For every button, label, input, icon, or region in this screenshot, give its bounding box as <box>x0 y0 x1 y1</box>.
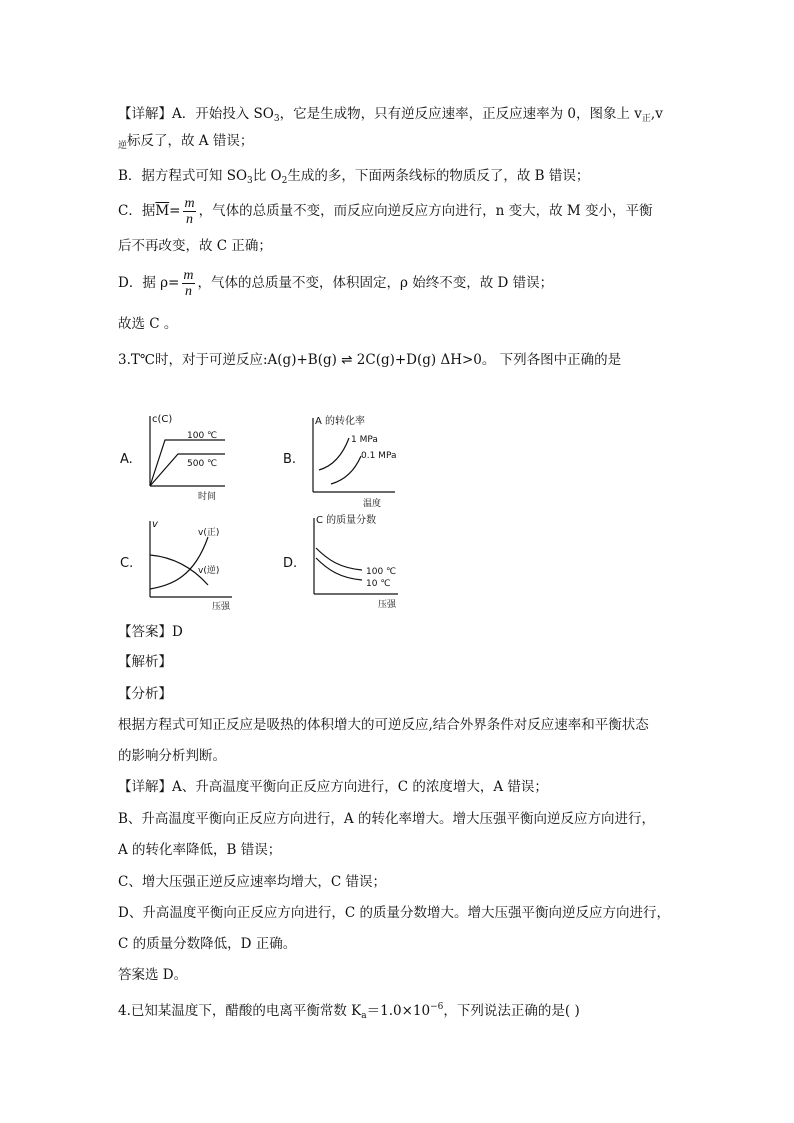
detail-line-c-cont: 后不再改变，故 C 正确； <box>118 238 272 254</box>
option-c-label: C. <box>120 556 134 571</box>
graph-b <box>305 412 405 510</box>
question-3-stem: 3.T℃时，对于可逆反应:A(g)+B(g) ⇌ 2C(g)+D(g) ΔH>0。 下列各图中正确的是 <box>118 352 622 368</box>
detail-line-b: B．据方程式可知 $SO_3$比 $O_2$生成的多，下面两条线标的物质反了，故 B 错误； <box>118 168 590 186</box>
option-a-label: A. <box>120 452 133 467</box>
conclusion-2: 答案选 D。 <box>118 967 188 983</box>
graph-a <box>140 410 230 502</box>
question-4-stem: 4.已知某温度下，醋酸的电离平衡常数 $K_a=1.0\times 10^{-6}$，下列说法正确的是( ) <box>118 1002 580 1021</box>
graph-b-curve1-label: 1 MPa <box>351 435 378 445</box>
detail-3-b-1: B、升高温度平衡向正反应方向进行，A 的转化率增大。增大压强平衡向逆反应方向进行， <box>118 811 655 827</box>
analysis-line-1: 根据方程式可知正反应是吸热的体积增大的可逆反应,结合外界条件对反应速率和平衡状态 <box>118 717 649 733</box>
graph-a-curve1-label: 100 ℃ <box>187 431 218 441</box>
detail-line-c: C．据$\overline{M}=$ $\frac{m}{n}$ ，气体的总质量不变，而反应向逆反应方向进行，n 变大，故 M 变小，平衡 <box>118 196 653 227</box>
detail-3-a: 【详解】A、升高温度平衡向正反应方向进行，C 的浓度增大，A 错误； <box>118 779 548 795</box>
detail-3-c: C、增大压强正逆反应速率均增大，C 错误； <box>118 874 386 890</box>
detail-3-d-2: C 的质量分数降低，D 正确。 <box>118 936 297 952</box>
graph-c-curve2-label: v(逆) <box>198 566 220 576</box>
conclusion-1: 故选 C 。 <box>118 316 178 332</box>
graph-b-ylabel: A 的转化率 <box>315 416 366 427</box>
graph-a-curve2-label: 500 ℃ <box>187 459 218 469</box>
fraction-m-over-n: $\frac{m}{n}$ <box>184 196 195 227</box>
equilibrium-arrow-icon: ⇌ <box>341 352 353 368</box>
graph-c-xlabel: 压强 <box>212 602 231 611</box>
graph-a-xlabel: 时间 <box>198 492 217 502</box>
option-b-label: B. <box>283 452 297 467</box>
detail-line-a-cont: $_逆$标反了，故 A 错误； <box>118 133 254 151</box>
fenxi-heading: 【分析】 <box>118 686 172 702</box>
graph-d-xlabel: 压强 <box>378 600 397 610</box>
graph-d-curve-100 <box>316 548 362 570</box>
answer-line: 【答案】D <box>118 624 183 640</box>
fraction-m-over-n: $\frac{m}{n}$ <box>183 268 194 299</box>
graph-d-ylabel: C 的质量分数 <box>316 515 377 526</box>
graph-c-curve1-label: v(正) <box>198 528 220 538</box>
analysis-line-2: 的影响分析判断。 <box>118 748 226 764</box>
graph-d-curve1-label: 100 ℃ <box>366 567 397 577</box>
detail-3-b-2: A 的转化率降低，B 错误； <box>118 842 282 858</box>
detail-line-d: D．据 ρ= $\frac{m}{n}$ ，气体的总质量不变，体积固定，ρ 始终不变，故 D 错误； <box>118 268 554 299</box>
graph-b-curve-1mpa <box>319 438 349 470</box>
option-d-label: D. <box>283 556 298 571</box>
graph-d <box>306 512 410 612</box>
graph-a-ylabel: c(C) <box>152 414 173 425</box>
graph-d-curve2-label: 10 ℃ <box>366 579 391 589</box>
graph-c <box>142 515 242 611</box>
jiexi-heading: 【解析】 <box>118 654 172 670</box>
detail-3-d-1: D、升高温度平衡向正反应方向进行，C 的质量分数增大。增大压强平衡向逆反应方向进行， <box>118 905 670 921</box>
graph-c-ylabel: v <box>152 519 158 530</box>
detail-bracket: 【详解】 <box>118 106 172 122</box>
graph-b-curve2-label: 0.1 MPa <box>361 451 397 461</box>
detail-line-a: 【详解】A．开始投入 $SO_3$，它是生成物，只有逆反应速率，正反应速率为 0，图象上 $v_正,v$ <box>118 106 663 124</box>
graph-b-xlabel: 温度 <box>363 499 382 509</box>
